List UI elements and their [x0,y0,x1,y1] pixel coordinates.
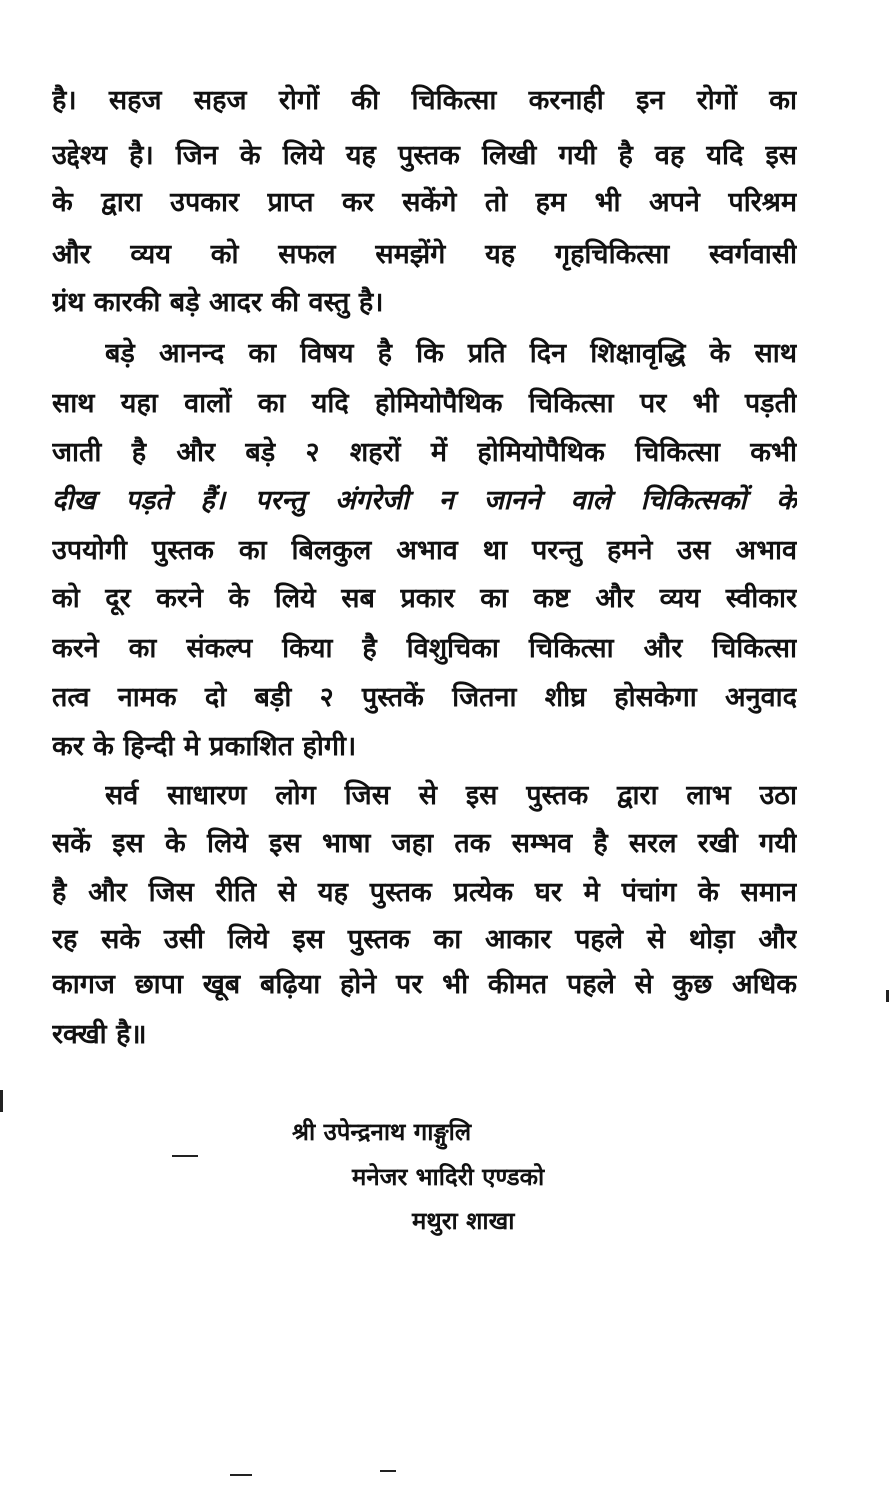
signature-title: मनेजर भादिरी एण्डको [352,1163,545,1191]
scan-mark [380,1470,396,1472]
paragraph-line: है और जिस रीति से यह पुस्तक प्रत्येक घर मे पंचांग के समान [52,877,797,908]
paragraph-line: को दूर करने के लिये सब प्रकार का कष्ट और व्यय स्वीकार [52,583,797,614]
paragraph-line: रक्खी है॥ [52,1019,147,1050]
paragraph-line: तत्व नामक दो बड़ी २ पुस्तकें जितना शीघ्र होसकेगा अनुवाद [52,682,797,713]
scan-mark [0,1090,3,1112]
scan-mark [172,1155,198,1157]
paragraph-line: जाती है और बड़े २ शहरों में होमियोपैथिक चिकित्सा कभी [52,437,797,468]
paragraph-line: सकें इस के लिये इस भाषा जहा तक सम्भव है सरल रखी गयी [52,828,797,859]
paragraph-line: बड़े आनन्द का विषय है कि प्रति दिन शिक्षावृद्धि के साथ [105,338,797,369]
scan-mark [230,1474,252,1476]
signature-name: श्री उपेन्द्रनाथ गाङ्गुलि [292,1118,472,1146]
signature-place: मथुरा शाखा [412,1207,515,1235]
paragraph-line: दीख पड़ते हैं। परन्तु अंगरेजी न जानने वाले चिकित्सकों के [52,485,797,516]
paragraph-line: सर्व साधारण लोग जिस से इस पुस्तक द्वारा लाभ उठा [105,780,797,811]
scan-mark [886,990,889,1002]
paragraph-line: उद्देश्य है। जिन के लिये यह पुस्तक लिखी गयी है वह यदि इस [52,140,797,171]
paragraph-line: है। सहज सहज रोगों की चिकित्सा करनाही इन रोगों का [52,85,797,116]
paragraph-line: करने का संकल्प किया है विशुचिका चिकित्सा और चिकित्सा [52,633,797,664]
paragraph-line: रह सके उसी लिये इस पुस्तक का आकार पहले से थोड़ा और [52,924,797,955]
paragraph-line: कर के हिन्दी मे प्रकाशित होगी। [52,731,357,762]
paragraph-line: उपयोगी पुस्तक का बिलकुल अभाव था परन्तु हमने उस अभाव [52,535,797,566]
paragraph-line: ग्रंथ कारकी बड़े आदर की वस्तु है। [52,287,384,318]
paragraph-line: के द्वारा उपकार प्राप्त कर सकेंगे तो हम भी अपने परिश्रम [52,187,797,218]
paragraph-line: और व्यय को सफल समझेंगे यह गृहचिकित्सा स्वर्गवासी [52,239,797,270]
paragraph-line: साथ यहा वालों का यदि होमियोपैथिक चिकित्सा पर भी पड़ती [52,388,797,419]
paragraph-line: कागज छापा खूब बढ़िया होने पर भी कीमत पहले से कुछ अधिक [52,969,797,1000]
